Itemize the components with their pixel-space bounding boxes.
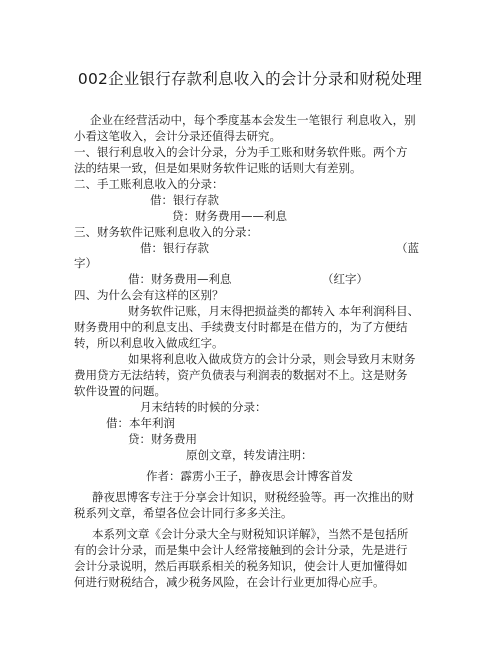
paragraph-line: 何进行财税结合，减少税务风险，在会计行业更加得心应手。 — [74, 575, 385, 589]
paragraph-line: 会计分录说明，然后再联系相关的税务知识，使会计人更加懂得如 — [74, 559, 408, 573]
paragraph-line: 法的结果一致，但是如果财务软件记账的话则大有差别。 — [74, 161, 362, 175]
section-heading: 四、为什么会有这样的区别？ — [74, 288, 224, 302]
journal-entry-debit: 借：银行存款 — [140, 241, 209, 255]
paragraph-line: 软件设置的问题。 — [74, 384, 166, 398]
paragraph-line: 小看这笔收入，会计分录还值得去研究。 — [74, 129, 281, 143]
paragraph-line: 税系列文章，希望各位会计同行多多关注。 — [74, 506, 293, 520]
journal-entry-credit: 贷：财务费用 — [128, 432, 197, 446]
document-title: 002企业银行存款利息收入的会计分录和财税处理 — [77, 70, 423, 88]
journal-entry-debit: 借：本年利润 — [106, 416, 175, 430]
paragraph-line: 转，所以利息收入做成红字。 — [74, 336, 224, 350]
paragraph-line: 财务费用中的利息支出、手续费支付时都是在借方的，为了方便结 — [74, 320, 408, 334]
journal-entry-credit: 贷：财务费用——利息 — [172, 209, 287, 223]
section-heading: 二、手工账利息收入的分录： — [74, 177, 224, 191]
section-heading: 三、财务软件记账利息收入的分录： — [74, 225, 258, 239]
journal-entry-debit: 借：银行存款 — [150, 193, 219, 207]
paragraph-line: 静夜思博客专注于分享会计知识，财税经验等。再一次推出的财 — [92, 490, 414, 504]
paragraph-line: 企业在经营活动中，每个季度基本会发生一笔银行 利息收入，别 — [90, 113, 416, 127]
author-line: 作者：霹雳小王子，静夜思会计博客首发 — [146, 469, 353, 483]
paragraph-line: 如果将利息收入做成贷方的会计分录，则会导致月末财务 — [128, 352, 416, 366]
paragraph-line: 一、银行利息收入的会计分录，分为手工账和财务软件账。两个方 — [74, 145, 408, 159]
paragraph-line: 有的会计分录，而是集中会计人经常接触到的会计分录，先是进行 — [74, 543, 408, 557]
color-note: 字） — [74, 256, 97, 270]
paragraph-line: 本系列文章《会计分录大全与财税知识详解》，当然不是包括所 — [92, 527, 409, 541]
attribution-note: 原创文章，转发请注明： — [186, 448, 313, 462]
paragraph-line: 财务软件记账，月末得把损益类的都转入 本年利润科目、 — [128, 304, 420, 318]
paragraph-line: 月末结转的时候的分录： — [140, 400, 267, 414]
color-note: （蓝 — [396, 241, 419, 255]
journal-entry-debit: 借：财务费用—利息 — [128, 272, 232, 286]
color-note: （红字） — [322, 272, 368, 286]
paragraph-line: 费用贷方无法结转，资产负债表与利润表的数据对不上。这是财务 — [74, 368, 408, 382]
